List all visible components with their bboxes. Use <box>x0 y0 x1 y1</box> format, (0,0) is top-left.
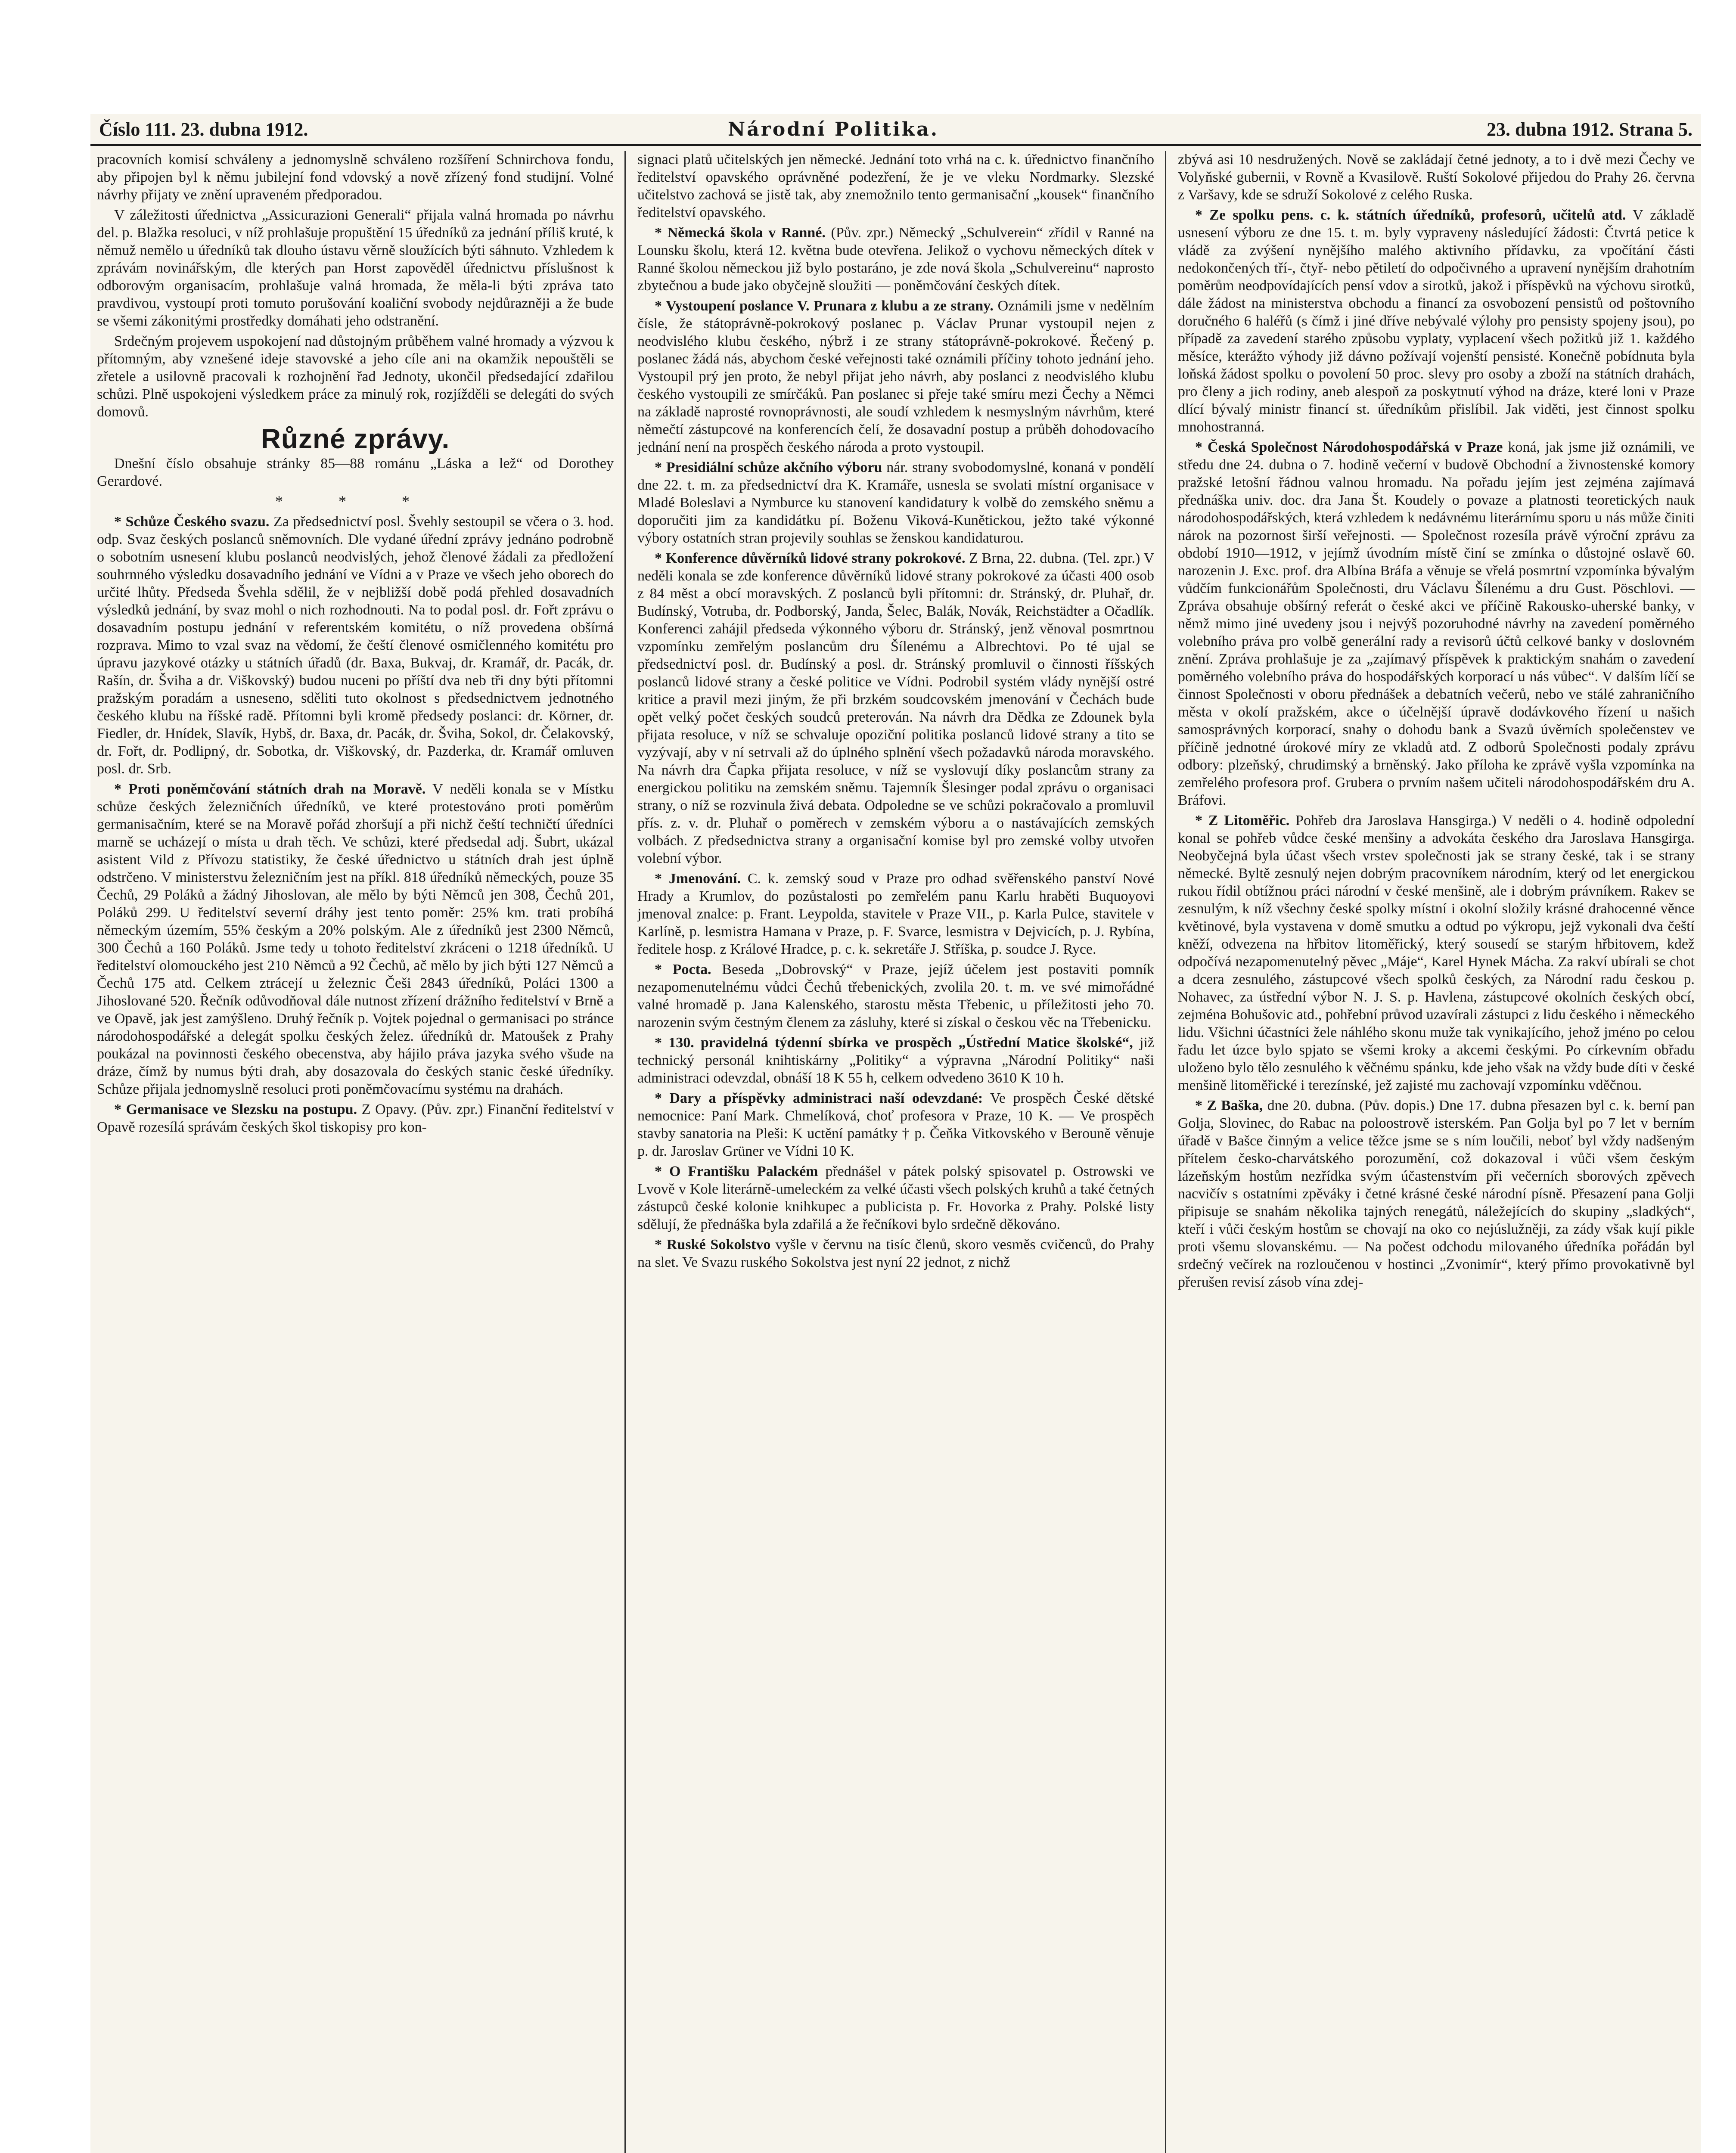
news-item-heading: * Ze spolku pens. c. k. státních úředníků, profesorů, učitelů atd. <box>1195 207 1626 223</box>
news-item <box>97 513 614 778</box>
article-paragraph: Srdečným projevem uspokojení nad důstojným průběhem valné hromady a výzvou k přítomným, aby vznešené ideje stavovské a jeho cíle ani na okamžik nepouštěli se zřetele a usilovně pracovali k rozhojnění řad Jednoty, ukončil předsedající zdařilou schůzi. Plně uspokojeni výsledkem práce za minulý rok, rozjížděli se delegáti do svých domovů. <box>97 333 614 420</box>
issue-number-date: Číslo 111. 23. dubna 1912. <box>99 119 308 140</box>
news-item-text: Ve prospěch České dětské nemocnice: Paní Mark. Chmelíková, choť profesora v Praze, 10 K. — Ve prospěch stavby sanatoria na Pleši: K uctění památky † p. Čeňka Vitkovského v Berouně věnuje p. dr. Jaroslav Grüner ve Vídni 10 K. <box>637 1090 1154 1159</box>
article-paragraph: pracovních komisí schváleny a jednomyslně schváleno rozšíření Schnirchova fondu, aby připojen byl k němu jubilejní fond vdovský a nově zřízený fond studijní. Volné návrhy přijaty ve znění upraveném předporadou. <box>97 152 614 203</box>
news-item-heading: * Schůze Českého svazu. <box>114 514 270 530</box>
page-header <box>90 114 1701 146</box>
news-item <box>97 1101 614 1136</box>
news-item <box>637 1034 1154 1087</box>
separator-asterisks: * * * <box>275 493 435 510</box>
news-item-heading: * Ruské Sokolstvo <box>655 1237 771 1253</box>
article-paragraph: V záležitosti úřednictva „Assicurazioni Generali“ přijala valná hromada po návrhu del. p. Blažka resoluci, v níž prohlašuje propuštění 15 úředníků za jednání příliš kruté, k němuž nemělo u úředníků tak dlouho ústavu věrně sloužících býti sáhnuto. Vzhledem k zprávám novinářským, dle kterých pan Horst zapověděl úřednictvu příslušnost k odborovým organisacím, prohlašuje valná hromada, že měla-li býti zpráva tato pravdivou, vystoupí proti tomuto porušování koaliční svobody nejdůrazněji a že bude se všemi zákonitými prostředky domáhati jeho odstranění. <box>97 207 614 329</box>
news-item-text: přednášel v pátek polský spisovatel p. Ostrowski ve Lvově v Kole literárně-umeleckém za velké účasti všech polských kruhů a také četných zástupců české kolonie knihkupec a publicista p. Fr. Hovorka z Prahy. Polské listy sdělují, že přednáška byla zdařilá a že řečníkovi bylo srdečně děkováno. <box>637 1163 1154 1232</box>
news-item <box>637 297 1154 456</box>
newspaper-page <box>90 114 1701 2153</box>
news-item-text: V základě usnesení výboru ze dne 15. t. m. byly vypraveny následující žádosti: Čtvrtá petice k vládě za zvýšení nynějšího malého aktivního přídavku, za vpočítání části nedokončených tří-, čtyř- nebo pětiletí do odpočivného a upravení nynějším drahotním poměrům neodpovídajících pensí vdov a sirotků, jakož i příspěvků na výchovu sirotků, dále žádost na ministerstva obchodu a financí za osvobození pensistů od poštovního doručného 6 haléřů (s čímž i jiné dříve nebývalé výlohy pro pensisty spojeny jsou), po případě za zavedení starého způsobu vyplaty, vyplacení všech požitků již 1. každého měsíce, kterážto výhody již dávno požívají vojenští pensisté. Konečně pobídnuta byla loňská žádost spolku o povolení 50 proc. slevy pro osoby a zboží na státních drahách, pro členy a jich rodiny, aneb alespoň za poskytnutí výhod na dráze, které loni v Praze dlící bývalý ministr financí st. úředníkům přislíbil. Jak viděti, jest činnost spolku mnohostranná. <box>1178 207 1695 435</box>
news-item-text: nár. strany svobodomyslné, konaná v pondělí dne 22. t. m. za předsednictví dra K. Kramáře, usnesla se svolati místní organisace v Mladé Boleslavi a Nymburce ku stanovení kandidatury k volbě do zemského sněmu a doporučiti jim za kandidátku pí. Boženu Viková-Kunětickou, ježto také výkonné výbory ostatních stran projevily souhlas se ženskou kandidaturou. <box>637 459 1154 546</box>
news-item <box>97 780 614 1098</box>
news-item-text: Z Brna, 22. dubna. (Tel. zpr.) V neděli konala se zde konference důvěrníků lidové strany pokrokové za účasti 400 osob z 84 měst a obcí moravských. Z poslanců byli přítomni: dr. Stránský, dr. Pluhař, dr. Budínský, Votruba, dr. Podborský, Janda, Šelec, Balák, Novák, Reichstädter a Očadlík. Konferenci zahájil předseda výkonného výboru dr. Stránský, jenž věnoval posmrtnou vzpomínku zemřelým poslancům dru Šílenému a Albrechtovi. Po té ujal se předsednictví posl. dr. Budínský a posl. dr. Stránský promluvil o činnosti říšských poslanců lidové strany a české politice ve Vídni. Podrobil systém vlády nynější ostré kritice a pravil mezi jiným, že při brzkém soudcovském jmenování v Čechách bude opět velký počet českých soudců preterován. Na návrh dra Dědka ze Zdounek byla přijata resoluce, v níž se schvaluje opoziční politika poslanců lidové strany a tito se vyzývají, aby v ní setrvali až do úplného splnění všech požadavků národa moravského. Na návrh dra Čapka přijata resoluce, v níž se vyslovují díky poslancům strany za energickou politiku na zemském sněmu. Tajemník Šlesinger podal zprávu o organisaci strany, o níž se rozvinula živá debata. Odpoledne se ve schůzi pokračovalo a promluvil přís. z. v. dr. Pluhař o poměrech v zemském výboru a o nastávajících zemských volbách. Z předsednictva strany a organisační komise byl pro zemské volby utvořen volební výbor. <box>637 550 1154 866</box>
news-item-text: Beseda „Dobrovský“ v Praze, jejíž účelem jest postaviti pomník nezapomenutelnému vůdci Čechů třebenických, zvolila 20. t. m. ve své mimořádné valné hromadě p. Jana Kalenského, starostu města Třebenic, u příležitosti jeho 70. narozenin svým čestným členem za zásluhy, které si získal o českou věc na Třebenicku. <box>637 962 1154 1030</box>
column-divider <box>624 151 626 2153</box>
news-item <box>637 459 1154 547</box>
news-item-text: dne 20. dubna. (Pův. dopis.) Dne 17. dubna přesazen byl c. k. berní pan Golja, Slovinec, do Rabac na poloostrově isterském. Pan Golja byl po 7 let v berním úřadě v Bašce činným a velice těžce jsme se s ním loučili, neboť byl vždy nadšeným přítelem česko-charvátského porozumění, což dokazoval i vůči všem českým lázeňským hostům nezřídka svým účastenstvím při večerních sborových zpěvech nacvičív s ostatními zpěváky i četné krásné české národní písně. Přesazení pana Golji připisuje se snahám několika tajných renegátů, náležejících do skupiny „sladkých“, kteří i vůči českým hostům se chovají na oko co nejúslužněji, za zády však kují pikle proti všemu slovanskému. — Na počest odchodu milovaného úředníka pořádán byl srdečný večírek na rozloučenou v hostinci „Zvonimír“, který přímo provokativně byl přerušen revisí zásob vína zdej- <box>1178 1098 1695 1290</box>
news-item-text: Oznámili jsme v nedělním čísle, že státoprávně-pokrokový poslanec p. Václav Prunar vystoupil nejen z neodvislého klubu českého, nýbrž i ze strany státoprávně-pokrokové. Řečený p. poslanec žádá nás, abychom české veřejnosti také oznámili příčiny tohoto jednání jeho. Vystoupil prý jen proto, že nebyl přijat jeho návrh, aby poslanci z neodvislého klubu českého vystoupili ze smírčáků. Pan poslanec si přeje také smíru mezi Čechy a Němci na základě naprosté rovnoprávnosti, ale soudí vzhledem k nesmyslným návrhům, které němečtí zástupcové na konferencích čelí, že dosavadní postup a průběh dohodovacího jednání není na prospěch českého národa a proto vystoupil. <box>637 298 1154 455</box>
news-item-heading: * Presidiální schůze akčního výboru <box>655 459 882 475</box>
news-item-text: Pohřeb dra Jaroslava Hansgirga.) V neděli o 4. hodině odpolední konal se pohřeb vůdce české menšiny a advokáta českého dra Jaroslava Hansgirga. Neobyčejná byla účast všech vrstev společnosti jak se strany české, tak i se strany německé. Byltě zesnulý nejen dobrým pracovníkem národním, který od let energickou rukou řídil obtížnou práci národní v české menšině, ale i dobrým právníkem. Rakev se zesnulým, k níž všechny české spolky místní i okolní složily krásné drahocenné věnce květinové, byla vystavena v domě smutku a odtud po výkropu, jejž vykonali dva čeští kněží, odvezena na hřbitov litoměřický, který sousedí se starým hřbitovem, kdež odpočívá nezapomenutelný pěvec „Máje“, Karel Hynek Mácha. Za rakví ubírali se chot a dcera zesnulého, zástupcové všech spolků českých, za Národní radu českou p. Nohavec, za ústřední výbor N. J. S. p. Havlena, zástupcové okolních českých obcí, zejména Bohušovic atd., pohřební průvod uzavírali zástupci z lidu českého i německého lidu. Všichni účastníci žele náhlého skonu muže tak vynikajícího, jehož jméno po celou řadu let úzce bylo spjato se všemi kroky a akcemi českými. Po církevním obřadu uloženo bylo tělo zesnulého k věčnému spánku, kde jeho však na vždy bude díti v české menšině litoměřické i terezínské, jež zajisté mu zachovají vzpomínku vděčnou. <box>1178 813 1695 1093</box>
news-item-text: již technický personál knihtiskárny „Politiky“ a výpravna „Národní Politiky“ naši administraci odevzdal, obnáší 18 K 55 h, celkem odvedeno 3610 K 10 h. <box>637 1035 1154 1086</box>
news-item-heading: * 130. pravidelná týdenní sbírka ve prospěch „Ústřední Matice školské“, <box>655 1035 1133 1051</box>
column-1 <box>97 151 614 2153</box>
news-item-text: koná, jak jsme již oznámili, ve středu dne 24. dubna o 7. hodině večerní v budově Obchodní a živnostenské komory pražské letošní řádnou valnou hromadu. Na pořadu jejím jest zejména zajímavá přednáška univ. doc. dra Jana Št. Koudely o povaze a platnosti teoretických nauk národohospodářských, která vzhledem k nedávnému literárnímu sporu u nás může činiti nárok na pozornost širší veřejnosti. — Společnost rozesíla právě výroční zprávu za období 1910—1912, v jejímž úvodním místě činí se zmínka o důstojné oslavě 60. narozenin J. Exc. prof. dra Albína Bráfa a věnuje se vřelá posmrtní vzpomínka bývalým vůdčím funkcionářům Společnosti, dru Václavu Šílenému a dru Gust. Pöschlovi. — Zpráva obsahuje obšírný referát o české akci ve příčině Rakousko-uherské banky, v němž mimo jiné uvedeny jsou i nejvýš pozoruhodné návrhy na zavedení poměrného volebního práva pro volbě generální rady a revisorů účtů celkové banky v doslovném znění. Zpráva prohlašuje je za „zajímavý příspěvek k praktickým snahám o zavedení poměrného volebního práva do hospodářských korporací u nás vůbec“. V dalším líčí se činnost Společnosti v oboru přednášek a debatních večerů, nebo ve stálé zahraničního města v okolí pražském, akce o účelnější úpravě dodávkového řízení u našich samosprávných korporací, snahy o dohodu bank a Svazů úvěrních společenstev ve příčině jednotné úrokové míry ze vkladů atd. Z odborů Společnosti podaly zprávu odbory: plzeňský, chrudimský a brněnský. Jako příloha ke zprávě vyšla vzpomínka na zemřelého profesora prof. Gruberа o prvním našem učiteli národohospodářském dru A. Bráfovi. <box>1178 439 1695 808</box>
news-item-heading: * Česká Společnost Národohospodářská v Praze <box>1195 439 1503 455</box>
news-item-heading: * Pocta. <box>655 962 711 977</box>
column-divider <box>1165 151 1166 2153</box>
news-item <box>637 224 1154 295</box>
article-paragraph: signaci platů učitelských jen německé. Jednání toto vrhá na c. k. úřednictvo finančního ředitelství opavského oprávněné podezření, že je ve vleku Nordmarky. Slezské učitelstvo zachová se jistě tak, aby znemožnilo tento germanisační „kousek“ finančního ředitelství opavského. <box>637 152 1154 220</box>
column-3 <box>1178 151 1695 2153</box>
news-item-text: C. k. zemský soud v Praze pro odhad svěřenského panství Nové Hrady a Krumlov, do pozůstalosti po zemřelém panu Karlu hraběti Buquoyovi jmenoval znalce: p. Frant. Leypolda, stavitele v Praze VII., p. Karla Pulce, stavitele v Karlíně, p. lesmistra Hamana v Praze, p. F. Svarce, lesmistra v Dejvicích, p. J. Rybína, ředitele hosp. z Králové Hradce, p. c. k. sekretáře J. Stříška, p. soudce J. Ryce. <box>637 871 1154 957</box>
news-item-text: Za předsednictví posl. Švehly sestoupil se včera o 3. hod. odp. Svaz českých poslanců sněmovních. Dle vydané úřední zprávy jednáno podrobně o sobotním usnesení klubu poslanců neodvislých, jehož členové žádali za předložení souhrnného výsledku dosavadního jednání ve Vídni a v Praze ve všech jeho oborech do určité lhůty. Předseda Švehla sdělil, že v nejbližší době podá přehled dosavadních výsledků jednání, by svaz mohl o nich rozhodnouti. Na to podal posl. dr. Fořt zprávu o dosavadním postupu jednání v referentském komitétu, o níž provedena obšírná rozprava. Mimo to vzal svaz na vědomí, že čeští členové osmičlenného komitétu pro úpravu jazykové otázky u státních úřadů (dr. Baxa, Bukvaj, dr. Kramář, dr. Pacák, dr. Rašín, dr. Šviha a dr. Viškovský) budou nuceni po příští dva neb tři dny býti přítomni pražským poradám a usneseno, sděliti tuto okolnost s předsednictvem jednotného českého klubu na říšské radě. Přítomni byli kromě předsedy poslanci: dr. Körner, dr. Fiedler, dr. Hnídek, Slavík, Hybš, dr. Baxa, dr. Pacák, dr. Šviha, Sokol, dr. Čelakovský, dr. Fořt, dr. Podlipný, dr. Sobotka, dr. Viškovský, dr. Pazderka, dr. Kramář omluven posl. dr. Srb. <box>97 514 614 777</box>
news-item <box>1178 206 1695 436</box>
news-item <box>637 961 1154 1031</box>
news-item <box>637 1236 1154 1271</box>
news-item <box>637 1089 1154 1160</box>
news-item <box>637 1163 1154 1233</box>
section-heading: Různé zprávy. <box>261 423 450 454</box>
news-item-text: vyšle v červnu na tisíc členů, skoro vesměs cvičenců, do Prahy na slet. Ve Svazu ruského Sokolstva jest nyní 22 jednot, z nichž <box>637 1237 1154 1270</box>
page-number-date: 23. dubna 1912. Strana 5. <box>1486 119 1693 140</box>
news-item <box>1178 1097 1695 1291</box>
column-2 <box>637 151 1154 2153</box>
news-item <box>637 549 1154 867</box>
news-item-heading: * Germanisace ve Slezsku na postupu. <box>114 1101 357 1117</box>
news-item-heading: * Z Litoměřic. <box>1195 813 1290 828</box>
news-item-heading: * Z Baška, <box>1195 1098 1263 1114</box>
news-item-heading: * O Františku Palackém <box>655 1163 818 1179</box>
news-item-heading: * Dary a příspěvky administraci naší odevzdané: <box>655 1090 983 1106</box>
news-item <box>637 870 1154 958</box>
news-item-heading: * Proti poněmčování státních drah na Moravě. <box>114 781 426 797</box>
news-item-heading: * Německá škola v Ranné. <box>655 225 826 241</box>
news-item-heading: * Konference důvěrníků lidové strany pokrokové. <box>655 550 966 566</box>
news-item-heading: * Jmenování. <box>655 871 741 887</box>
article-paragraph: Dnešní číslo obsahuje stránky 85—88 románu „Láska a lež“ od Dorothey Gerardové. <box>97 456 614 489</box>
news-item-heading: * Vystoupení poslance V. Prunara z klubu a ze strany. <box>655 298 994 314</box>
news-item-text: (Pův. zpr.) Německý „Schulverein“ zřídil v Ranné na Lounsku školu, která 12. května bude otevřena. Jelikož o vychovu německých dítek v Ranné školou německou již bylo postaráno, je zde nová škola „Schulvereinu“ naprosto zbytečnou a bude jako obyčejně sloužiti — poněmčování českých dítek. <box>637 225 1154 294</box>
news-item <box>1178 438 1695 809</box>
news-item <box>1178 812 1695 1094</box>
newspaper-title: Národní Politika. <box>728 118 939 140</box>
article-paragraph: zbývá asi 10 nesdružených. Nově se zakládají četné jednoty, a to i dvě mezi Čechy ve Volyňské gubernii, v Rovně a Kvasilově. Ruští Sokolové přijedou do Prahy 26. června z Varšavy, kde se sdruží Sokolové z celého Ruska. <box>1178 152 1695 203</box>
news-item-text: V neděli konala se v Místku schůze českých železničních úředníků, ve které protestováno proti poměrům germanisačním, které se na Moravě pořád zhoršují a při nichž čeští techničtí úředníci marně se ucházejí o místa u drah těch. Ve schůzi, které předsedal adj. Šubrt, ukázal asistent Vild z Přívozu statistiky, že české úřednictvo u státních drah jest úplně odstrčeno. V ministerstvu železničním jest na příkl. 818 úředníků německých, pouze 35 Čechů, 29 Poláků a žádný Jihoslovan, ale mělo by býti Němců jen 308, Čechů 201, Poláků 299. U ředitelství severní dráhy jest tento poměr: 25% km. trati probíhá německým územím, 55% českým a 20% polským. Ale z úředníků jest 2300 Němců, 300 Čechů a 160 Poláků. Jsme tedy u tohoto ředitelství zkráceni o 1218 úředníků. U ředitelství olomouckého jest 210 Němců a 92 Čechů, ač mělo by jich býti 127 Němců a Čechů 175 atd. Celkem ztrácejí u železnic Češi 2843 úředníků, Poláci 1300 a Jihoslované 520. Řečník odůvodňoval dále nutnost zřízení drážního ředitelství v Brně a ve Opavě, jak jest zamýšleno. Druhý řečník p. Vojtek pojednal o germanisaci po stránce národohospodářské a delegát spolku českých želez. úředníků dr. Matoušek z Prahy poukázal na povinnosti českého obecenstva, aby hájilo práva jazyka svého všude na dráze, čímž by numus býti drah, aby dosazovala do českých stanic české úředníky. Schůze přijala jednomyslně resoluci proti poněmčovacímu systému na drahách. <box>97 781 614 1097</box>
news-item-text: Z Opavy. (Pův. zpr.) Finanční ředitelství v Opavě rozesílá správám českých škol tiskopisy pro kon- <box>97 1101 614 1135</box>
